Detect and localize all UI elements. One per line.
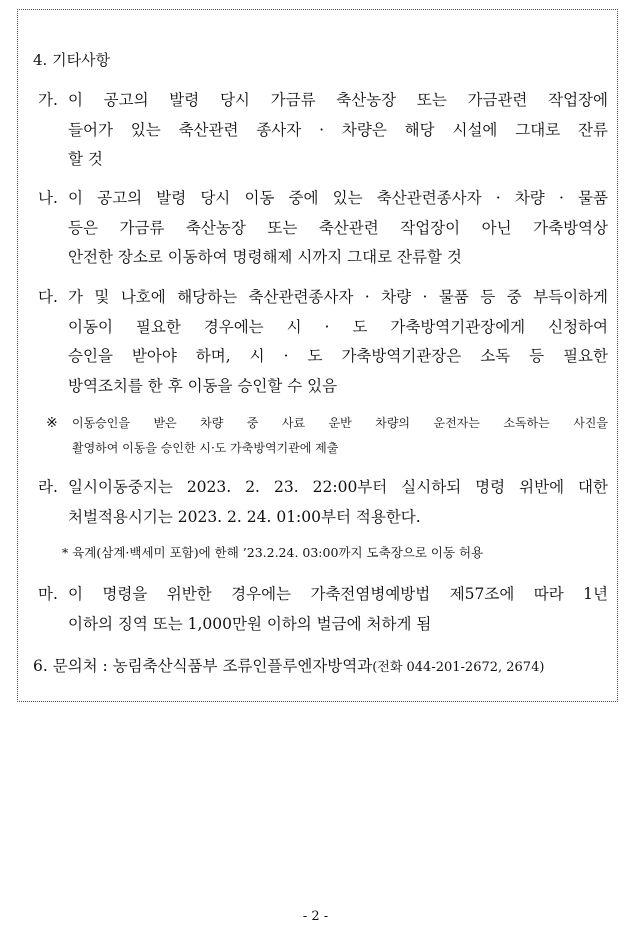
item-line: 할 것 [68, 150, 103, 168]
section-title: 4. 기타사항 [33, 51, 111, 69]
note-mark: ※ [46, 415, 58, 431]
item-line: 방역조치를 한 후 이동을 승인할 수 있음 [68, 376, 338, 395]
item-label: 다. [38, 288, 58, 306]
item-na [38, 184, 608, 273]
contact-phone: (전화 044-201-2672, 2674) [372, 660, 545, 675]
item-line: 승인을 받아야 하며, 시 · 도 가축방역기관장은 소독 등 필요한 [68, 347, 608, 365]
item-line: 가 및 나호에 해당하는 축산관련종사자 · 차량 · 물품 등 중 부득이하게 [68, 288, 608, 306]
item-label: 가. [38, 91, 58, 109]
item-line: 이 공고의 발령 당시 가금류 축산농장 또는 가금관련 작업장에 [68, 91, 608, 109]
item-line: 이 공고의 발령 당시 이동 중에 있는 축산관련종사자 · 차량 · 물품 [68, 189, 608, 207]
note-block [46, 411, 608, 461]
item-line: 일시이동중지는 2023. 2. 23. 22:00부터 실시하되 명령 위반에 대한 [68, 478, 608, 496]
item-ga [38, 86, 608, 175]
contact-label: 6. 문의처 : 농림축산식품부 조류인플루엔자방역과 [33, 657, 373, 675]
page-number: - 2 - [302, 909, 329, 924]
footnote: * 육계(삼계·백세미 포함)에 한해 ’23.2.24. 03:00까지 도축장으로 이동 허용 [62, 545, 484, 560]
item-label: 마. [38, 585, 58, 603]
item-ra [38, 473, 608, 532]
item-ma [38, 580, 608, 639]
item-line: 이 명령을 위반한 경우에는 가축전염병예방법 제57조에 따라 1년 [68, 585, 608, 603]
contact-line [33, 654, 544, 676]
item-label: 나. [38, 189, 58, 207]
item-line: 들어가 있는 축산관련 종사자 · 차량은 해당 시설에 그대로 잔류 [68, 120, 608, 139]
item-label: 라. [38, 478, 58, 496]
item-line: 안전한 장소로 이동하여 명령해제 시까지 그대로 잔류할 것 [68, 248, 462, 266]
item-line: 이하의 징역 또는 1,000만원 이하의 벌금에 처하게 됨 [68, 614, 432, 633]
note-line: 이동승인을 받은 차량 중 사료 운반 차량의 운전자는 소독하는 사진을 [72, 416, 608, 430]
item-line: 처벌적용시기는 2023. 2. 24. 01:00부터 적용한다. [68, 507, 421, 526]
note-line: 촬영하여 이동을 승인한 시·도 가축방역기관에 제출 [72, 441, 339, 455]
item-line: 등은 가금류 축산농장 또는 축산관련 작업장이 아닌 가축방역상 [68, 218, 608, 237]
item-da [38, 283, 608, 401]
item-line: 이동이 필요한 경우에는 시 · 도 가축방역기관장에게 신청하여 [68, 317, 608, 336]
